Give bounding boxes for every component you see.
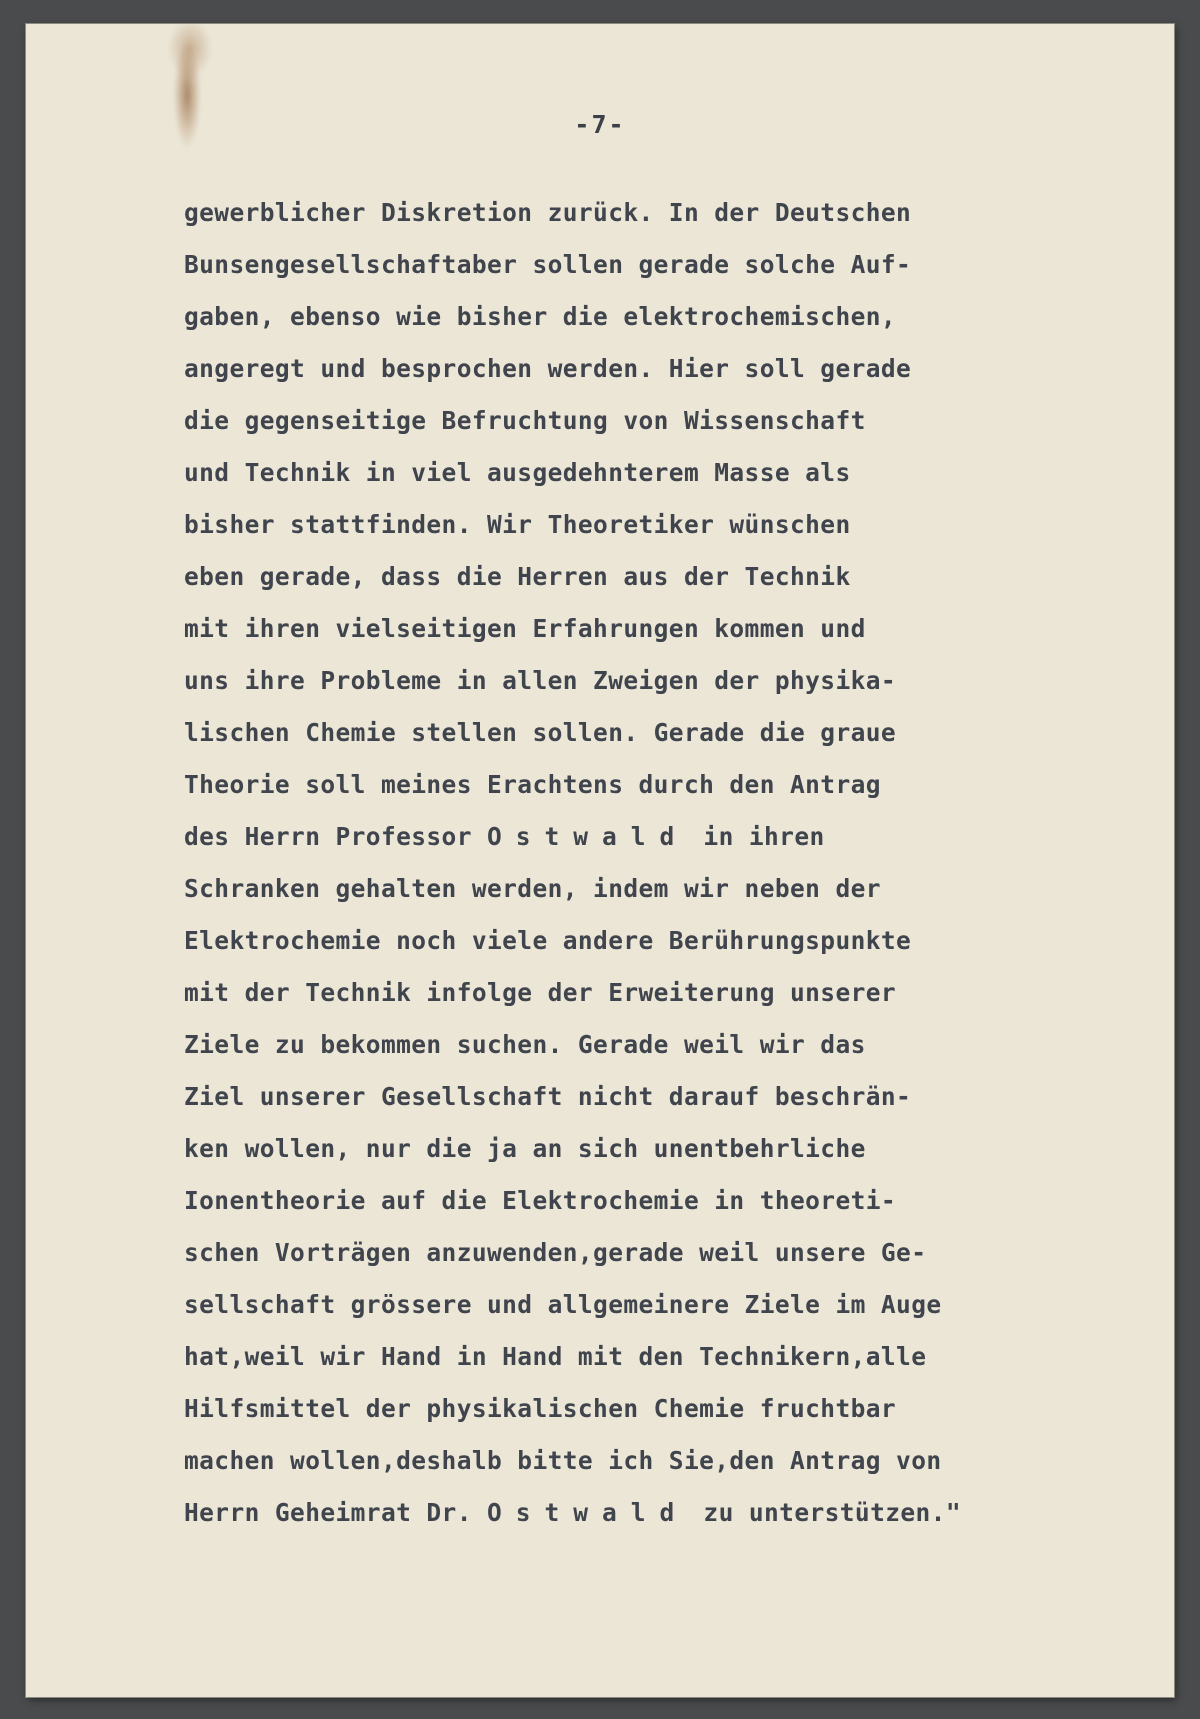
typed-text-body bbox=[184, 187, 1064, 1539]
text-line: ken wollen, nur die ja an sich unentbehrliche bbox=[184, 1134, 866, 1163]
document-page bbox=[26, 24, 1174, 1697]
text-line bbox=[184, 1487, 1064, 1539]
text-line: Theorie soll meines Erachtens durch den Antrag bbox=[184, 770, 881, 799]
text-line: uns ihre Probleme in allen Zweigen der physika- bbox=[184, 666, 897, 695]
text-segment: zu unterstützen." bbox=[688, 1498, 961, 1527]
text-line: eben gerade, dass die Herren aus der Technik bbox=[184, 562, 851, 591]
text-line: mit ihren vielseitigen Erfahrungen kommen und bbox=[184, 614, 866, 643]
text-line: bisher stattfinden. Wir Theoretiker wünschen bbox=[184, 510, 851, 539]
text-line: lischen Chemie stellen sollen. Gerade die graue bbox=[184, 718, 897, 747]
text-line: angeregt und besprochen werden. Hier soll gerade bbox=[184, 354, 912, 383]
text-line: gewerblicher Diskretion zurück. In der Deutschen bbox=[184, 198, 912, 227]
text-line: machen wollen,deshalb bitte ich Sie,den Antrag von bbox=[184, 1446, 942, 1475]
text-line: Ziel unserer Gesellschaft nicht darauf beschrän- bbox=[184, 1082, 912, 1111]
text-line: Bunsengesellschaftaber sollen gerade solche Auf- bbox=[184, 250, 912, 279]
text-line: Ionentheorie auf die Elektrochemie in theoreti- bbox=[184, 1186, 897, 1215]
text-segment: Herrn Geheimrat Dr. bbox=[184, 1498, 488, 1527]
text-line: und Technik in viel ausgedehnterem Masse als bbox=[184, 458, 851, 487]
page-number: -7- bbox=[574, 110, 626, 139]
text-line: Ziele zu bekommen suchen. Gerade weil wir das bbox=[184, 1030, 866, 1059]
spaced-name-ostwald: Ostwald bbox=[487, 1498, 689, 1527]
text-line: Schranken gehalten werden, indem wir neben der bbox=[184, 874, 881, 903]
spaced-name-ostwald: Ostwald bbox=[487, 822, 689, 851]
text-line bbox=[184, 811, 1064, 863]
text-line: hat,weil wir Hand in Hand mit den Technikern,alle bbox=[184, 1342, 927, 1371]
text-line: Hilfsmittel der physikalischen Chemie fruchtbar bbox=[184, 1394, 897, 1423]
text-line: schen Vorträgen anzuwenden,gerade weil unsere Ge- bbox=[184, 1238, 927, 1267]
text-line: Elektrochemie noch viele andere Berührungspunkte bbox=[184, 926, 912, 955]
text-line: gaben, ebenso wie bisher die elektrochemischen, bbox=[184, 302, 897, 331]
text-line: mit der Technik infolge der Erweiterung unserer bbox=[184, 978, 897, 1007]
text-line: sellschaft grössere und allgemeinere Ziele im Auge bbox=[184, 1290, 942, 1319]
rust-stain bbox=[154, 24, 226, 160]
text-segment: des Herrn Professor bbox=[184, 822, 488, 851]
text-segment: in ihren bbox=[688, 822, 825, 851]
text-line: die gegenseitige Befruchtung von Wissenschaft bbox=[184, 406, 866, 435]
